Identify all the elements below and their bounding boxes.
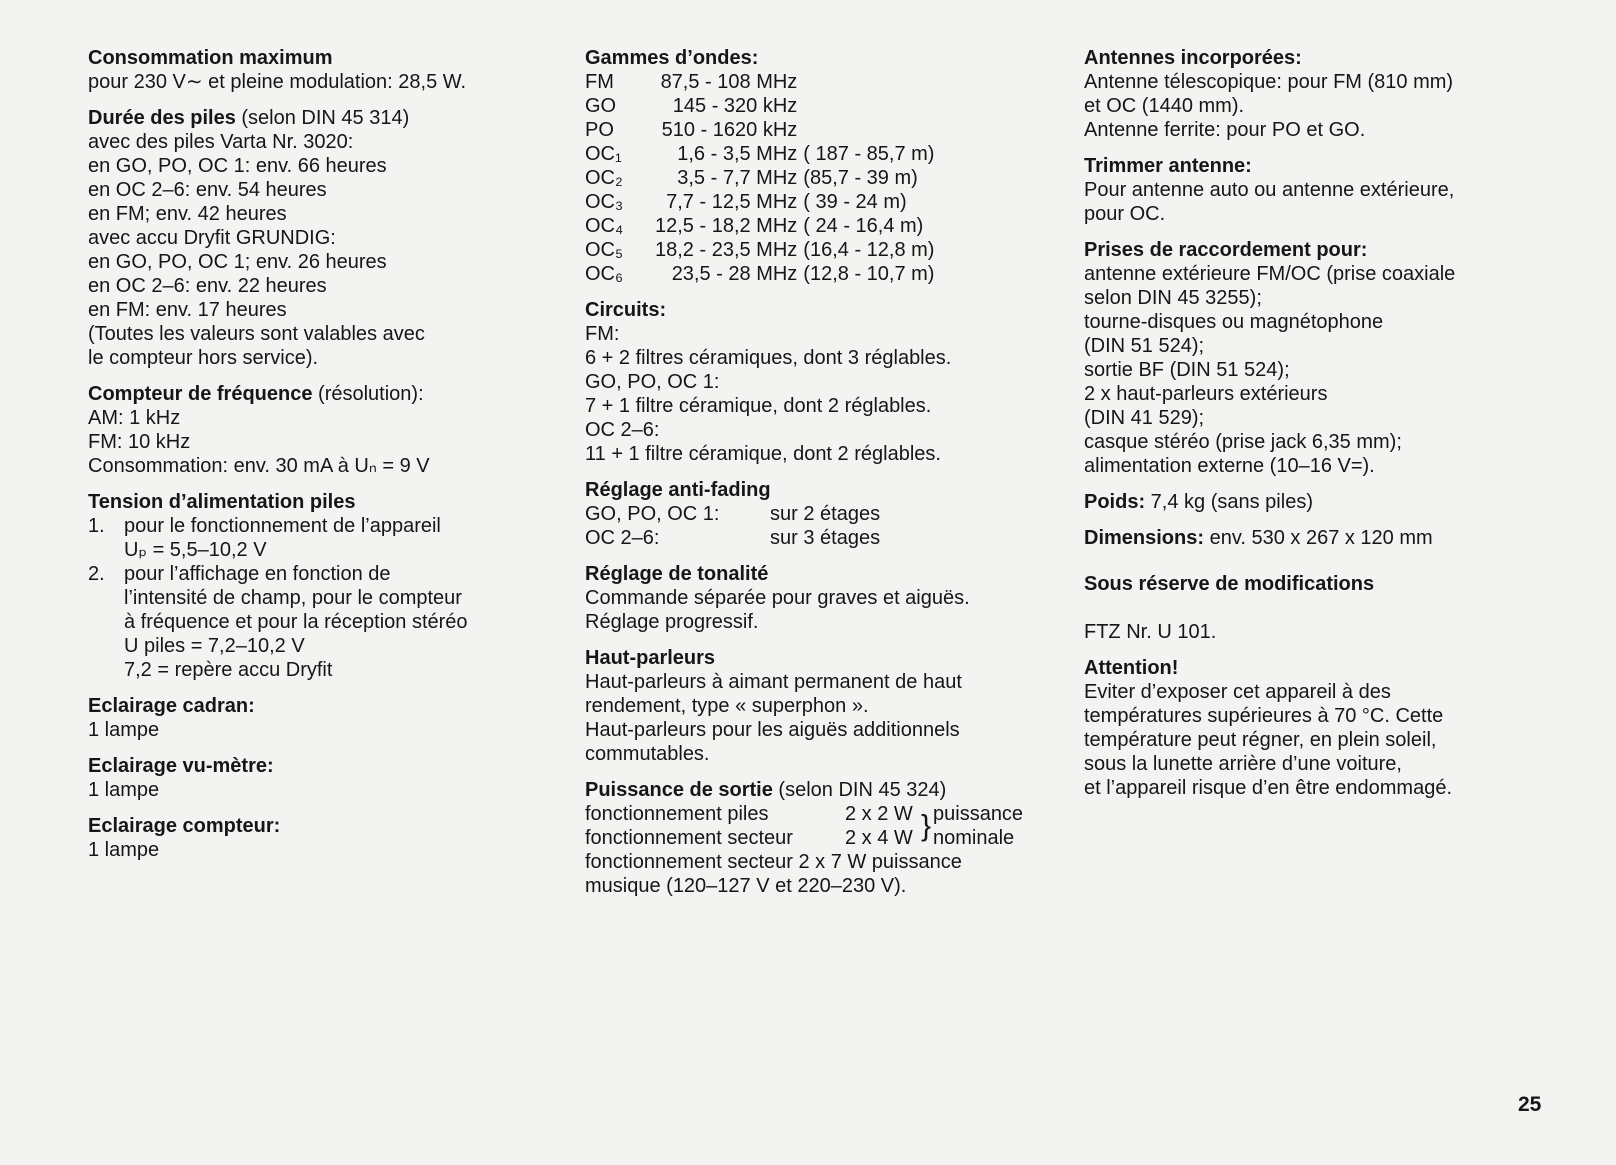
list-item xyxy=(88,562,558,682)
text-line: en FM; env. 42 heures xyxy=(88,203,287,225)
section-anti-fading xyxy=(585,478,1065,550)
band-name: FM xyxy=(585,71,614,93)
text-line: pour le fonctionnement de l’appareil xyxy=(124,515,441,537)
heading: Antennes incorporées: xyxy=(1084,47,1302,69)
band-range: 18,2 - 23,5 MHz xyxy=(655,239,798,261)
section-tension-alimentation xyxy=(88,490,558,682)
table-row xyxy=(585,142,943,166)
brace-icon: } xyxy=(921,809,932,843)
text-line: à fréquence et pour la réception stéréo xyxy=(124,611,468,633)
text-line: température peut régner, en plein soleil, xyxy=(1084,729,1437,751)
list-number: 2. xyxy=(88,563,105,585)
heading: Haut-parleurs xyxy=(585,647,716,669)
heading: Prises de raccordement pour: xyxy=(1084,239,1368,261)
band-range: 12,5 - 18,2 MHz xyxy=(655,215,798,237)
heading: Eclairage compteur: xyxy=(88,815,281,837)
heading: Eclairage cadran: xyxy=(88,695,255,717)
heading: Dimensions: xyxy=(1084,527,1205,549)
band-wave: ( 24 - 16,4 m) xyxy=(803,215,924,237)
band-name: OC₅ xyxy=(585,239,624,261)
heading: Sous réserve de modifications xyxy=(1084,573,1375,595)
text-line: casque stéréo (prise jack 6,35 mm); xyxy=(1084,431,1402,453)
text-line: musique (120–127 V et 220–230 V). xyxy=(585,875,907,897)
band-range: 510 - 1620 kHz xyxy=(661,119,798,141)
text-line: antenne extérieure FM/OC (prise coaxiale xyxy=(1084,263,1456,285)
band-wave: ( 39 - 24 m) xyxy=(803,191,907,213)
text-line: Antenne télescopique: pour FM (810 mm) xyxy=(1084,71,1454,93)
text-line: 1 lampe xyxy=(88,719,160,741)
text-line: sortie BF (DIN 51 524); xyxy=(1084,359,1290,381)
text-line: 2 x haut-parleurs extérieurs xyxy=(1084,383,1328,405)
section-eclairage-vumetre xyxy=(88,754,558,802)
text-line: températures supérieures à 70 °C. Cette xyxy=(1084,705,1444,727)
table-cell: 2 x 4 W xyxy=(845,827,913,849)
text-line: et l’appareil risque d’en être endommagé. xyxy=(1084,777,1452,799)
table-row xyxy=(585,502,880,526)
text-line: Haut-parleurs pour les aiguës additionnels xyxy=(585,719,960,741)
table-cell: sur 2 étages xyxy=(770,503,881,525)
section-trimmer xyxy=(1084,154,1584,226)
band-wave: ( 187 - 85,7 m) xyxy=(803,143,935,165)
band-wave: (12,8 - 10,7 m) xyxy=(803,263,935,285)
band-name: OC₆ xyxy=(585,263,624,285)
text-line: pour OC. xyxy=(1084,203,1166,225)
heading-suffix: env. 530 x 267 x 120 mm xyxy=(1204,527,1433,549)
text-line: avec accu Dryfit GRUNDIG: xyxy=(88,227,336,249)
heading: Compteur de fréquence xyxy=(88,383,313,405)
text-line: alimentation externe (10–16 V=). xyxy=(1084,455,1375,477)
text-line: avec des piles Varta Nr. 3020: xyxy=(88,131,354,153)
text-line: sous la lunette arrière d’une voiture, xyxy=(1084,753,1402,775)
numbered-list xyxy=(88,514,558,682)
heading-suffix: (selon DIN 45 314) xyxy=(235,107,410,129)
section-circuits xyxy=(585,298,1065,466)
band-wave: (85,7 - 39 m) xyxy=(803,167,918,189)
band-wave xyxy=(803,118,943,142)
text-line: et OC (1440 mm). xyxy=(1084,95,1245,117)
section-dimensions xyxy=(1084,526,1584,550)
text-line: fonctionnement secteur 2 x 7 W puissance xyxy=(585,851,962,873)
heading-suffix: (résolution): xyxy=(312,383,424,405)
text-line: selon DIN 45 3255); xyxy=(1084,287,1262,309)
heading: Réglage anti-fading xyxy=(585,479,771,501)
list-item xyxy=(88,514,558,562)
text-line: FM: xyxy=(585,323,620,345)
text-line: Antenne ferrite: pour PO et GO. xyxy=(1084,119,1366,141)
band-range: 145 - 320 kHz xyxy=(672,95,798,117)
text-line: 1 lampe xyxy=(88,839,160,861)
table-row xyxy=(585,118,943,142)
band-name: OC₄ xyxy=(585,215,624,237)
table-row xyxy=(585,526,880,550)
anti-fading-table xyxy=(585,502,880,550)
band-range: 23,5 - 28 MHz xyxy=(671,263,798,285)
band-name: OC₂ xyxy=(585,167,623,189)
table-row xyxy=(585,190,943,214)
text-line: GO, PO, OC 1: xyxy=(585,371,720,393)
heading: Eclairage vu-mètre: xyxy=(88,755,274,777)
section-attention xyxy=(1084,656,1584,800)
table-cell: OC 2–6: xyxy=(585,527,660,549)
table-cell: puissance xyxy=(933,803,1024,825)
column-middle xyxy=(585,46,1065,910)
heading: Puissance de sortie xyxy=(585,779,773,801)
section-reserve xyxy=(1084,572,1584,596)
text-line: FTZ Nr. U 101. xyxy=(1084,621,1217,643)
section-poids xyxy=(1084,490,1584,514)
table-row xyxy=(585,94,943,118)
text-line: en GO, PO, OC 1; env. 26 heures xyxy=(88,251,387,273)
text-line: 11 + 1 filtre céramique, dont 2 réglables. xyxy=(585,443,941,465)
section-prises xyxy=(1084,238,1584,478)
text-line: commutables. xyxy=(585,743,710,765)
text-line: tourne-disques ou magnétophone xyxy=(1084,311,1384,333)
bands-table xyxy=(585,70,943,286)
band-wave xyxy=(803,70,943,94)
heading: Circuits: xyxy=(585,299,667,321)
band-name: PO xyxy=(585,119,614,141)
text-line: pour l’affichage en fonction de xyxy=(124,563,391,585)
text-line: Uₚ = 5,5–10,2 V xyxy=(124,539,267,561)
section-gammes-ondes xyxy=(585,46,1065,286)
section-haut-parleurs xyxy=(585,646,1065,766)
table-cell: nominale xyxy=(933,827,1015,849)
text-line: pour 230 V∼ et pleine modulation: 28,5 W. xyxy=(88,71,467,93)
power-table xyxy=(585,802,1023,850)
table-cell: fonctionnement secteur xyxy=(585,827,793,849)
heading-suffix: (selon DIN 45 324) xyxy=(772,779,947,801)
table-cell: 2 x 2 W xyxy=(845,803,913,825)
table-row xyxy=(585,826,1023,850)
list-number: 1. xyxy=(88,515,105,537)
text-line: Commande séparée pour graves et aiguës. xyxy=(585,587,970,609)
text-line: (Toutes les valeurs sont valables avec xyxy=(88,323,425,345)
heading: Attention! xyxy=(1084,657,1179,679)
band-name: OC₃ xyxy=(585,191,624,213)
section-ftz xyxy=(1084,620,1584,644)
table-cell: fonctionnement piles xyxy=(585,803,769,825)
table-row xyxy=(585,214,943,238)
text-line: Pour antenne auto ou antenne extérieure, xyxy=(1084,179,1455,201)
heading: Trimmer antenne: xyxy=(1084,155,1252,177)
table-cell: sur 3 étages xyxy=(770,527,881,549)
heading: Consommation maximum xyxy=(88,47,333,69)
band-range: 87,5 - 108 MHz xyxy=(660,71,798,93)
text-line: rendement, type « superphon ». xyxy=(585,695,869,717)
section-duree-piles xyxy=(88,106,558,370)
text-line: en OC 2–6: env. 54 heures xyxy=(88,179,327,201)
table-row xyxy=(585,70,943,94)
text-line: Haut-parleurs à aimant permanent de haut xyxy=(585,671,962,693)
text-line: U piles = 7,2–10,2 V xyxy=(124,635,305,657)
text-line: en GO, PO, OC 1: env. 66 heures xyxy=(88,155,387,177)
text-line: 6 + 2 filtres céramiques, dont 3 réglables. xyxy=(585,347,952,369)
table-row xyxy=(585,166,943,190)
section-antennes xyxy=(1084,46,1584,142)
band-range: 1,6 - 3,5 MHz xyxy=(677,143,798,165)
text-line: (DIN 41 529); xyxy=(1084,407,1205,429)
text-line: (DIN 51 524); xyxy=(1084,335,1205,357)
text-line: 7 + 1 filtre céramique, dont 2 réglables. xyxy=(585,395,932,417)
section-tonalite xyxy=(585,562,1065,634)
section-compteur-frequence xyxy=(88,382,558,478)
text-line: 7,2 = repère accu Dryfit xyxy=(124,659,333,681)
section-eclairage-cadran xyxy=(88,694,558,742)
heading-suffix: 7,4 kg (sans piles) xyxy=(1145,491,1313,513)
text-line: Consommation: env. 30 mA à Uₙ = 9 V xyxy=(88,455,430,477)
table-cell: GO, PO, OC 1: xyxy=(585,503,720,525)
band-wave xyxy=(803,94,943,118)
text-line: en FM: env. 17 heures xyxy=(88,299,287,321)
band-name: OC₁ xyxy=(585,143,622,165)
table-row xyxy=(585,238,943,262)
band-range: 3,5 - 7,7 MHz xyxy=(677,167,798,189)
band-wave: (16,4 - 12,8 m) xyxy=(803,239,935,261)
text-line: OC 2–6: xyxy=(585,419,660,441)
text-line: Réglage progressif. xyxy=(585,611,759,633)
section-eclairage-compteur xyxy=(88,814,558,862)
heading: Réglage de tonalité xyxy=(585,563,769,585)
heading: Durée des piles xyxy=(88,107,236,129)
column-left xyxy=(88,46,558,874)
page-number: 25 xyxy=(1518,1093,1542,1116)
text-line: le compteur hors service). xyxy=(88,347,319,369)
heading: Gammes d’ondes: xyxy=(585,47,759,69)
table-row xyxy=(585,262,943,286)
heading: Tension d’alimentation piles xyxy=(88,491,356,513)
text-line: 1 lampe xyxy=(88,779,160,801)
band-range: 7,7 - 12,5 MHz xyxy=(666,191,798,213)
heading: Poids: xyxy=(1084,491,1146,513)
text-line: AM: 1 kHz xyxy=(88,407,181,429)
band-name: GO xyxy=(585,95,617,117)
table-row xyxy=(585,802,1023,826)
text-line: en OC 2–6: env. 22 heures xyxy=(88,275,327,297)
section-consommation xyxy=(88,46,558,94)
text-line: l’intensité de champ, pour le compteur xyxy=(124,587,462,609)
text-line: Eviter d’exposer cet appareil à des xyxy=(1084,681,1391,703)
column-right xyxy=(1084,46,1584,812)
text-line: FM: 10 kHz xyxy=(88,431,191,453)
section-puissance-sortie xyxy=(585,778,1065,898)
